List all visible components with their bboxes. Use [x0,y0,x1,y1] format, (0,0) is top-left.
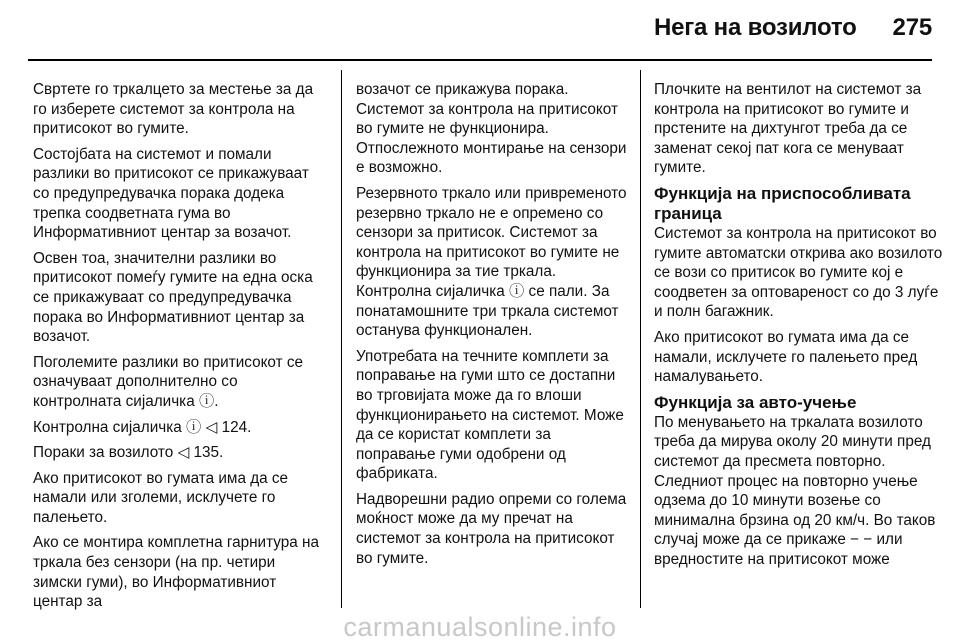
watermark: carmanualsonline.info [343,612,617,642]
header-rule [28,59,932,61]
page-title: Нега на возилото [653,14,857,41]
page-header [654,14,932,50]
paragraph: Употребата на течните комплети за поправање на гуми што се достапни во трговијата може да го влоши функционирањето на системот. Може да се користат комплети за поправање гуми одобрени од фабриката. [356,347,624,483]
paragraph: Резервното тркало или привременото резервно тркало не е опремено со сензори за притисок. Системот за контрола на притисокот во гумите не функционира за тие тркала. Контролна сијаличка ⓘ се пали. За понатамошните три тркала системот останува функционален. [356,184,627,340]
paragraph: Освен тоа, значителни разлики во притисокот помеѓу гумите на една оска се прикажуваат со предупредувачка порака во Информативниот центар за возачот. [33,249,313,346]
paragraph: Ако се монтира комплетна гарнитура на тркала без сензори (на пр. четири зимски гуми), во Информативниот центар за [33,534,319,611]
column-2 [356,80,628,574]
paragraph: Надворешни радио опреми со голема моќност може да му пречат на системот за контрола на притисокот во гумите. [356,490,627,567]
section-heading: Функција за авто-учење [654,392,857,412]
paragraph: По менувањето на тркалата возилото треба да мирува околу 20 минути пред системот да пресмета повторно. Следниот процес на повторно учење одзема до 10 минути возење со минимална брзина од 20 км/ч. Во таков случај може да се прикаже − − или вредностите на притисокот може [654,413,936,568]
column-1 [33,80,325,618]
cross-reference: Пораки за возилото ◁ 135. [33,444,224,462]
paragraph: Состојбата на системот и помали разлики во притисокот се прикажуваат со предупредувачка порака додека трепка соодветната гума во Информативниот центар за возачот. [33,145,309,242]
column-divider-1 [341,70,342,608]
section-heading: Функција на приспособливата граница [654,183,911,223]
column-3 [654,80,944,575]
paragraph: Поголемите разлики во притисокот се означуваат дополнително со контролната сијаличка ⓘ. [33,353,304,410]
paragraph: Ако притисокот во гумата има да се намали, исклучете го палењето пред намалувањето. [654,328,918,386]
paragraph: Системот за контрола на притисокот во гумите автоматски открива ако возилото се вози со притисок во гумите кој е соодветен за оптовареност со до 3 луѓе и полн багажник. [654,224,943,321]
paragraph: Свртете го тркалцето за местење за да го изберете системот за контрола на притисокот во гумите. [33,81,314,138]
page-number: 275 [892,14,932,41]
cross-reference: Контролна сијаличка ⓘ ◁ 124. [33,418,252,436]
paragraph: Ако притисокот во гумата има да се намали или зголеми, исклучете го палењето. [33,469,289,526]
paragraph: Плочките на вентилот на системот за контрола на притисокот во гумите и прстените на дихтунгот треба да се заменат секој пат кога се менуваат гумите. [654,81,922,177]
paragraph: возачот се прикажува порака. Системот за контрола на притисокот во гумите не функционира. Отпослежното монтирање на сензори е возможно. [356,81,627,177]
column-divider-2 [640,70,641,608]
